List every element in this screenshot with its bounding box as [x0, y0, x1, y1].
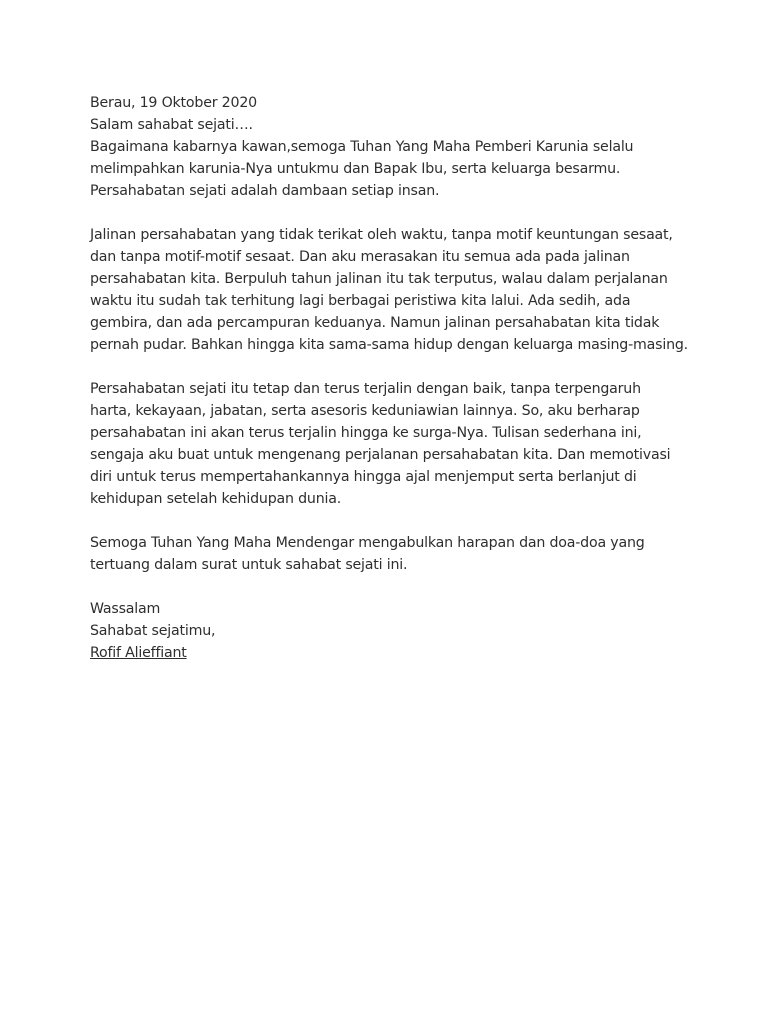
letter-body: [90, 92, 710, 664]
text-line: Semoga Tuhan Yang Maha Mendengar mengabulkan harapan dan doa-doa yang: [90, 535, 645, 551]
text-line: persahabatan ini akan terus terjalin hingga ke surga-Nya. Tulisan sederhana ini,: [90, 425, 642, 441]
letter-date: Berau, 19 Oktober 2020: [90, 95, 257, 111]
text-line: tertuang dalam surat untuk sahabat sejati ini.: [90, 557, 408, 573]
text-line: diri untuk terus mempertahankannya hingga ajal menjemput serta berlanjut di: [90, 469, 637, 485]
text-line: dan tanpa motif-motif sesaat. Dan aku merasakan itu semua ada pada jalinan: [90, 249, 630, 265]
closing-sub: Sahabat sejatimu,: [90, 623, 216, 639]
text-line: Persahabatan sejati itu tetap dan terus terjalin dengan baik, tanpa terpengaruh: [90, 381, 641, 397]
text-line: Jalinan persahabatan yang tidak terikat oleh waktu, tanpa motif keuntungan sesaat,: [90, 227, 673, 243]
text-line: Persahabatan sejati adalah dambaan setiap insan.: [90, 183, 440, 199]
signature-name: Rofif Alieffiant: [90, 645, 187, 661]
text-line: pernah pudar. Bahkan hingga kita sama-sama hidup dengan keluarga masing-masing.: [90, 337, 688, 353]
text-line: Bagaimana kabarnya kawan,semoga Tuhan Yang Maha Pemberi Karunia selalu: [90, 139, 634, 155]
text-line: sengaja aku buat untuk mengenang perjalanan persahabatan kita. Dan memotivasi: [90, 447, 671, 463]
paragraph-3: [90, 378, 710, 510]
text-line: kehidupan setelah kehidupan dunia.: [90, 491, 342, 507]
paragraph-2: [90, 224, 710, 356]
text-line: gembira, dan ada percampuran keduanya. Namun jalinan persahabatan kita tidak: [90, 315, 660, 331]
text-line: harta, kekayaan, jabatan, serta asesoris keduniawian lainnya. So, aku berharap: [90, 403, 640, 419]
paragraph-1: [90, 136, 710, 202]
paragraph-4: [90, 532, 710, 576]
letter-greeting: Salam sahabat sejati….: [90, 117, 253, 133]
text-line: persahabatan kita. Berpuluh tahun jalinan itu tak terputus, walau dalam perjalanan: [90, 271, 668, 287]
text-line: waktu itu sudah tak terhitung lagi berbagai peristiwa kita lalui. Ada sedih, ada: [90, 293, 631, 309]
text-line: melimpahkan karunia-Nya untukmu dan Bapak Ibu, serta keluarga besarmu.: [90, 161, 621, 177]
closing: Wassalam: [90, 601, 161, 617]
